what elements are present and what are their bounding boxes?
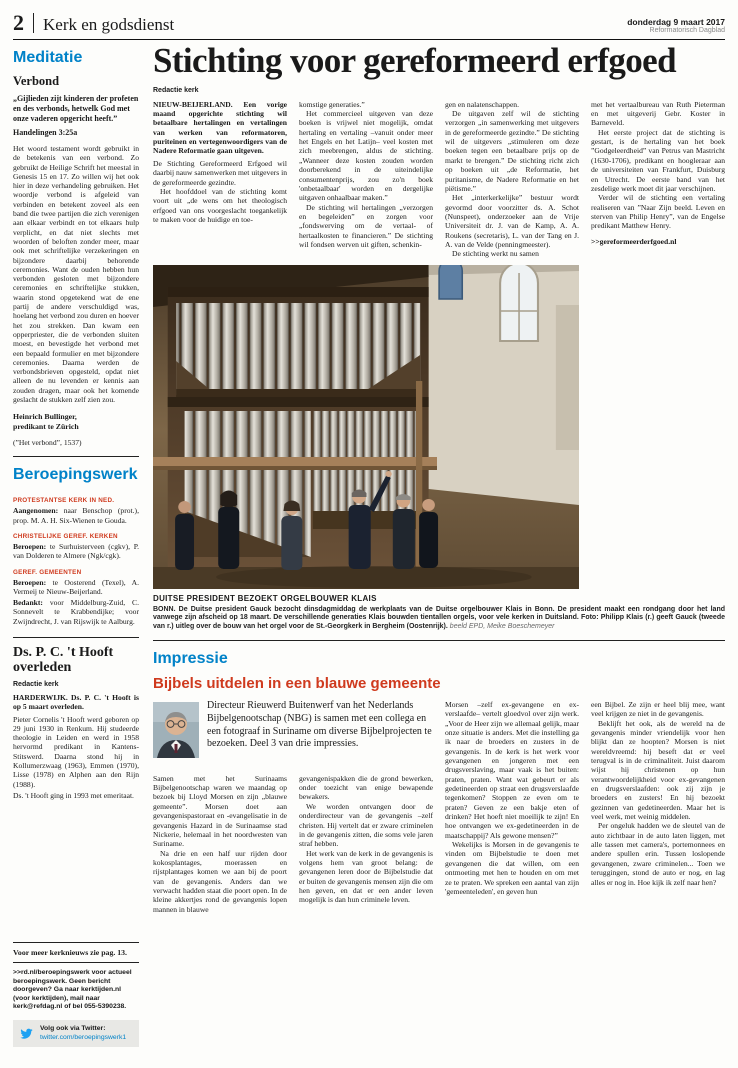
obituary-paragraph: Pieter Cornelis 't Hooft werd geboren op 29 juni 1930 in Renkum. Hij studeerde theologie in Leiden en werd in 1958 hervormd predikant in Kantens-Stitswerd. Daarna stond hij in Kollumerzwaag (1963), Emmen (1970), Lisse (1978) en Alphen aan den Rijn (1988). bbox=[13, 714, 139, 789]
paragraph: De uitgaven zelf wil de stichting verzorgen „in samenwerking met uitgevers in de gereformeerde gezindte.” De stichting wil de uitgevers „stimuleren om deze boeken tegen een betaalbare prijs op de markt te brengen.” De stichting richt zich op boeken uit „de Reformatie, het puritanisme, de Nadere Reformatie en het piëtisme.” bbox=[445, 109, 579, 193]
article-column-4 bbox=[591, 100, 725, 589]
article-byline: Redactie kerk bbox=[153, 86, 199, 94]
meditatie-label: Meditatie bbox=[13, 49, 83, 66]
author-role: predikant te Zürich bbox=[13, 421, 79, 431]
paragraph: Per ongeluk hadden we de sleutel van de auto zichtbaar in de auto laten liggen, met alle tassen met camera's, portemonnees en andere spullen erin. Tussen loslopende gevangenen, zware criminelen... Toen we teruggingen, stond de auto er nog, en lag alles er nog in. Hoe kijk ik zelf naar hen? bbox=[591, 821, 725, 887]
left-column bbox=[13, 40, 139, 1053]
paragraph: Het eerste project dat de stichting is gestart, is de hertaling van het boek ”Godgeleerdheid” van Petrus van Mastricht (1630-1706), predikant en hoogleraar aan de universiteiten van Frankfurt, Duisburg en Utrecht. De eerste band van het zesdelige werk moet dit jaar verschijnen. bbox=[591, 127, 725, 193]
meditatie-source: (”Het verbond”, 1537) bbox=[13, 438, 82, 448]
paragraph: Wekelijks is Morsen in de gevangenis te vinden om Bijbelstudie te doen met gevangenen die dat willen, om een ontmoeting met hen te houden en om met ze te praten. We spreken een aantal van zijn 'gemeenteleden', en geven hun bbox=[445, 840, 579, 896]
article-grid bbox=[153, 100, 725, 632]
rd-link[interactable]: >>rd.nl/beroepingswerk bbox=[13, 969, 90, 977]
issue-date: donderdag 9 maart 2017 bbox=[627, 17, 725, 27]
meditatie-title: Verbond bbox=[13, 74, 60, 88]
entry-lead: Beroepen: bbox=[13, 541, 47, 551]
impressie-column-2 bbox=[299, 774, 433, 914]
paragraph: De stichting wil hertalingen „verzorgen en begeleiden” en zorgen voor „fondswerving om de vertaal- of hertaalkosten te financieren.” De stichting wil fondsen werven uit giften, schenkin- bbox=[299, 202, 433, 249]
church-label: PROTESTANTSE KERK IN NED. bbox=[13, 497, 115, 505]
obituary-lead: HARDERWIJK. Ds. P. C. 't Hooft is op 5 maart overleden. bbox=[13, 692, 139, 712]
rd-note-text: voor actueel beroepingswerk. Geen bericht doorgeven? Ga naar kerktijden.nl (voor kerktijden), mail naar kerk@refdag.nl of bel 055-5390238. bbox=[13, 969, 132, 1011]
paragraph: een Bijbel. Ze zijn er heel blij mee, want veel krijgen ze niet in de gevangenis. bbox=[591, 699, 725, 719]
impressie-title: Bijbels uitdelen in een blauwe gemeente bbox=[153, 674, 441, 692]
paragraph: Het werk van de kerk in de gevangenis is volgens hem van groot belang: de gevangenen leren door de Bijbelstudie dat er buiten de gevangenis mensen zijn die om hen geven, en dat er een ander leven mogelijk is dan hun criminele leven. bbox=[299, 848, 433, 905]
obituary-byline: Redactie kerk bbox=[13, 680, 59, 688]
paragraph: Samen met het Surinaams Bijbelgenootschap waren we maandag op bezoek bij Lloyd Morsen en zijn „blauwe gemeente”. Morsen doet aan gevangenispastoraat en -evangelisatie in de gevangenis Hazard in de Surinaamse stad Nickerie, helemaal in het noordwesten van Suriname. bbox=[153, 773, 287, 849]
section-separator bbox=[13, 456, 139, 457]
article-column-1 bbox=[153, 100, 287, 259]
article-column-3 bbox=[445, 100, 579, 259]
paragraph: We worden ontvangen door de onderdirecteur van de gevangenis –zelf christen. Hij vertelt dat er zware criminelen in de gevangenis zitten, die soms vele jaren straf hebben. bbox=[299, 801, 433, 849]
impressie-section bbox=[153, 640, 725, 914]
impressie-column-4 bbox=[591, 700, 725, 914]
obituary-paragraph: Ds. 't Hooft ging in 1993 met emeritaat. bbox=[13, 790, 134, 800]
section-title: Kerk en godsdienst bbox=[43, 15, 175, 34]
entry-text: voor Middelburg-Zuid, C. Sonnevelt te Krabbendijke; voor Zwijndrecht, J. van Rijswijk te Aalburg. bbox=[13, 598, 139, 626]
entry-text: naar Benschop (prot.), prop. M. A. H. Six-Wienen te Gouda. bbox=[13, 506, 139, 525]
entry-lead: Aangenomen: bbox=[13, 506, 59, 516]
impressie-grid bbox=[153, 700, 725, 914]
photo-caption bbox=[153, 589, 725, 632]
paper-name: Reformatorisch Dagblad bbox=[649, 27, 725, 34]
person-silhouette bbox=[281, 500, 302, 570]
church-label: GEREF. GEMEENTEN bbox=[13, 568, 82, 576]
photo-credit: beeld EPD, Meike Boeschemeyer bbox=[449, 623, 555, 631]
author-portrait-illustration bbox=[153, 702, 199, 758]
paragraph: komstige generaties.” bbox=[299, 99, 365, 109]
entry-lead: Beroepen: bbox=[13, 577, 47, 587]
beroeping-entry bbox=[13, 506, 139, 525]
beroeping-entry bbox=[13, 598, 139, 626]
beroepingswerk-label: Beroepingswerk bbox=[13, 466, 138, 484]
meditatie-quote: „Gijlieden zijt kinderen der profeten en des verbonds, hetwelk God met onze vaderen opgericht heeft.” bbox=[13, 94, 139, 123]
entry-text: te Oosterend (Texel), A. Vermeij te Nieuw-Beijerland. bbox=[13, 577, 139, 596]
twitter-text bbox=[40, 1025, 126, 1042]
paragraph: met het vertaalbureau van Ruth Pieterman en met uitgeverij Gebr. Koster in Barneveld. bbox=[591, 99, 725, 128]
organ-workshop-illustration bbox=[153, 265, 579, 589]
meditatie-author bbox=[13, 412, 139, 431]
page-number: 2 bbox=[13, 10, 24, 35]
paragraph: gen en nalatenschappen. bbox=[445, 99, 520, 109]
paragraph: De stichting werkt nu samen bbox=[452, 249, 539, 259]
organ-workshop-photo bbox=[153, 265, 579, 589]
obituary-title: Ds. P. C. 't Hooft overleden bbox=[13, 644, 114, 676]
impressie-column-1 bbox=[153, 774, 287, 914]
paragraph: Beklijft het ook, als de wereld na de gevangenis minder vriendelijk voor hen blijkt dan ze hoopten? Morsen is niet wereldvreemd: hij beseft dat er veel terugval is in de criminaliteit. Juist daarom wijst hij christenen op hun verantwoordelijkheid voor ex-gevangenen en drugsverslaafden: ook zij zijn je broeders en zusters! En hij bezoekt gezinnen van gedetineerden. Maar het is veel werk, met weinig middelen. bbox=[591, 718, 725, 822]
page-content bbox=[0, 40, 738, 1053]
paragraph: De Stichting Gereformeerd Erfgoed wil daarbij nauw samenwerken met uitgevers in de gereformeerde gezindte. bbox=[153, 158, 287, 187]
masthead bbox=[0, 0, 738, 39]
person-silhouette bbox=[218, 490, 239, 569]
caption-body: BONN. De Duitse president Gauck bezocht dinsdagmiddag de werkplaats van de Duitse orgelbouwer Klais in Bonn. De president maakt een rondgang door het land vanwege zijn afscheid op 18 maart. De verschillende generaties Klais bouwden tientallen orgels, voor vele kerken in Duitsland. Foto: Philipp Klais (r.) geeft Gauck (tweede van r.) uitleg over de bouw van het orgel voor de St.-Georgkerk in Bergheim (Oostenrijk). bbox=[153, 605, 725, 631]
impressie-column-3 bbox=[445, 700, 579, 914]
paragraph: gevangenispakken die de grond bewerken, onder toezicht van enige bewapende bewakers. bbox=[299, 773, 433, 802]
church-label: CHRISTELIJKE GEREF. KERKEN bbox=[13, 532, 118, 540]
article-column-2 bbox=[299, 100, 433, 259]
twitter-handle[interactable]: twitter.com/beroepingswerk1 bbox=[40, 1033, 127, 1041]
masthead-right bbox=[627, 17, 725, 34]
section-separator bbox=[13, 637, 139, 638]
caption-kicker: DUITSE PRESIDENT BEZOEKT ORGELBOUWER KLAIS bbox=[153, 593, 377, 603]
impressie-intro bbox=[153, 700, 433, 774]
twitter-icon bbox=[19, 1027, 34, 1040]
section-separator bbox=[13, 962, 139, 963]
paragraph: Het „interkerkelijke” bestuur wordt gevormd door voorzitter ds. A. Schot (Nunspeet), onderzoeker aan de Vrije Universiteit dr. J. van de Kamp, A. A. Roukens (secretaris), L. van der Tang en J. A. van de Velde (penningmeester). bbox=[445, 193, 579, 249]
beroeping-entry bbox=[13, 542, 139, 561]
twitter-label: Volg ook via Twitter: bbox=[40, 1025, 106, 1032]
caption-text bbox=[153, 606, 725, 632]
more-news-note: Voor meer kerknieuws zie pag. 13. bbox=[13, 948, 127, 958]
impressie-intro-text: Directeur Rieuwerd Buitenwerf van het Nederlands Bijbelgenootschap (NBG) is samen met een collega en een fotograaf in Suriname om diverse Bijbelprojecten te bezoeken. Deel 3 van drie impressies. bbox=[207, 699, 432, 750]
main-column bbox=[153, 40, 725, 1053]
bible-reference: Handelingen 3:25a bbox=[13, 128, 78, 137]
left-column-footer bbox=[13, 933, 139, 1053]
impressie-label: Impressie bbox=[153, 649, 228, 667]
meditatie-body: Het woord testament wordt gebruikt in de betekenis van een verbond. Zo gebruikt de Heilige Schrift het meestal in Genesis 15 en 17. Zo willen wij het ook hier in deze verhandeling gebruiken. Het woordje verbond is afgeleid van verbinden en betekent zoveel als een band die twee partijen die zich verenigen aan elkaar verbindt en tot elkaars hulp verplicht, en dat niet slechts met woorden of beloften zonder meer, maar ook met schriftelijke verzekeringen en bijzondere daarbij behorende ceremonies. Want de ouden hebben hun verbonden gesloten met bijzondere ceremonies en schriftelijke stukken, waarin stond opgetekend wat de ene partij de andere verschuldigd was, hoelang het verbond zou duren en hoever het zou strekken. Dan kwam een opperpriester, die de verbonden sluiten moest, en bevestigde het verbond met een bepaald formulier en met bijzondere ceremonies. Daarna werden de verbondsbrieven opgesteld, opdat niet alleen de nu levenden er kennis aan zouden dragen, maar ook het komende geslacht de stukken zelf zien zou. bbox=[13, 144, 139, 405]
entry-lead: Bedankt: bbox=[13, 598, 43, 608]
author-name: Heinrich Bullinger, bbox=[13, 412, 77, 422]
beroeping-entry bbox=[13, 578, 139, 597]
twitter-box[interactable] bbox=[13, 1020, 139, 1047]
entry-text: te Surhuisterveen (cgkv), P. van Dolderen te Almere (Ngk/cgk). bbox=[13, 541, 139, 561]
rd-site-note bbox=[13, 969, 139, 1012]
author-portrait-photo bbox=[153, 702, 199, 763]
main-headline: Stichting voor gereformeerd erfgoed bbox=[153, 41, 676, 80]
article-website-link[interactable]: >>gereformeerderfgoed.nl bbox=[591, 236, 677, 246]
paragraph: Het hoofddoel van de stichting komt voort uit „de wens om het theologisch erfgoed van ons voorgeslacht toegankelijk te maken voor de huidige en toe- bbox=[153, 186, 287, 224]
paragraph: Na drie en een half uur rijden door kokosplantages, moerassen en rijstplantages komen we aan bij de poort van de gevangenis. Anders dan we verwacht hadden staat die poort open. In de kleine akkertjes rond de gevangenis lopen mannen in blauwe bbox=[153, 848, 287, 914]
masthead-divider bbox=[33, 13, 34, 33]
paragraph: Verder wil de stichting een vertaling realiseren van ”Naar Zijn beeld. Leven en sterven van Philip Henry”, van de Engelse predikant Matthew Henry. bbox=[591, 193, 725, 231]
paragraph: Morsen –zelf ex-gevangene en ex-verslaafde– vertelt gloedvol over zijn werk. „Voor de Heer zijn we allemaal gelijk, maar onze situatie is anders. Met die instelling ga ik naar de broeders en zusters in de gevangenis. In de kerk is het werk voor gevangenen en jongeren met een drugsverslaving, maar vaak is het buiten: praten, praten. Want wat gebeurt er als gedetineerden op straat een drugsverslaafde tegenkomen? Stoppen ze even om te praten? Geven ze een bakje eten of drinken? Het hoeft niet moeilijk te zijn! En hoe ontvangen we ex-gedetineerden in de maatschappij? Als gewone mensen?” bbox=[445, 699, 579, 840]
paragraph: Het commercieel uitgeven van deze boeken is vrijwel niet mogelijk, omdat hertaling en vertaling –vanuit onder meer het Engels en het Latijn– veel kosten met zich meebrengen, aldus de stichting. „Wanneer deze kosten zouden worden doorberekend in de uiteindelijke consumentenprijs, zou zo'n boek 'onbetaalbaar' worden en dergelijke uitgaven onhaalbaar maken.” bbox=[299, 109, 433, 203]
article-lead: NIEUW-BEIJERLAND. Een vorige maand opgerichte stichting wil betaalbare hertalingen en vertalingen van werken van reformatoren, puriteinen en vertegenwoordigers van de Nadere Reformatie gaan uitgeven. bbox=[153, 99, 287, 156]
